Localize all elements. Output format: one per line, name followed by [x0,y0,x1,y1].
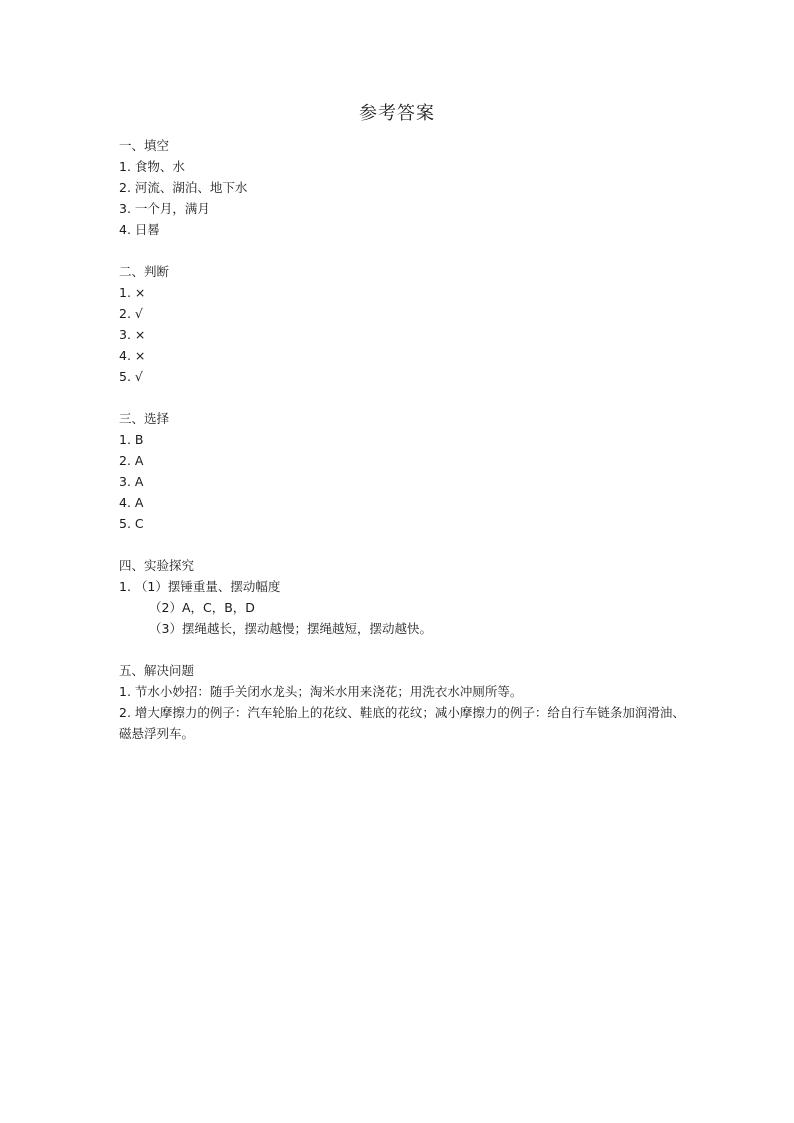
spacer [119,240,689,261]
section-heading: 四、实验探究 [119,558,195,573]
answer-item: 3. 一个月，满月 [119,201,210,216]
answer-item: 1. 食物、水 [119,159,185,174]
section-heading: 五、解决问题 [119,663,195,678]
answer-item: 4. × [119,348,146,363]
answer-item: 5. √ [119,369,143,384]
section-heading: 三、选择 [119,411,170,426]
answer-subitem: （3）摆绳越长，摆动越慢；摆绳越短，摆动越快。 [149,621,432,636]
answer-content [119,135,689,744]
answer-item: 1. B [119,432,144,447]
answer-item: 1. × [119,285,146,300]
section-heading: 一、填空 [119,138,170,153]
section-judge [119,261,689,387]
answer-item: 1. 节水小妙招：随手关闭水龙头；淘米水用来浇花；用洗衣水冲厕所等。 [119,684,523,699]
section-fill-blank [119,135,689,240]
answer-item: 4. 日晷 [119,222,160,237]
answer-item: 3. × [119,327,146,342]
answer-item: 1. （1）摆锤重量、摆动幅度 [119,579,281,594]
answer-item: 2. √ [119,306,143,321]
answer-item: 4. A [119,495,144,510]
answer-item: 5. C [119,516,144,531]
section-solve [119,660,689,744]
spacer [119,639,689,660]
section-experiment [119,555,689,639]
page-title: 参考答案 [359,103,435,124]
answer-item: 3. A [119,474,144,489]
answer-item: 2. A [119,453,144,468]
answer-subitem: （2）A，C，B，D [149,600,255,615]
spacer [119,534,689,555]
section-heading: 二、判断 [119,264,170,279]
answer-item: 2. 增大摩擦力的例子：汽车轮胎上的花纹、鞋底的花纹；减小摩擦力的例子：给自行车链条加润滑油、磁悬浮列车。 [119,705,685,741]
answer-item: 2. 河流、湖泊、地下水 [119,180,248,195]
spacer [119,387,689,408]
section-choice [119,408,689,534]
